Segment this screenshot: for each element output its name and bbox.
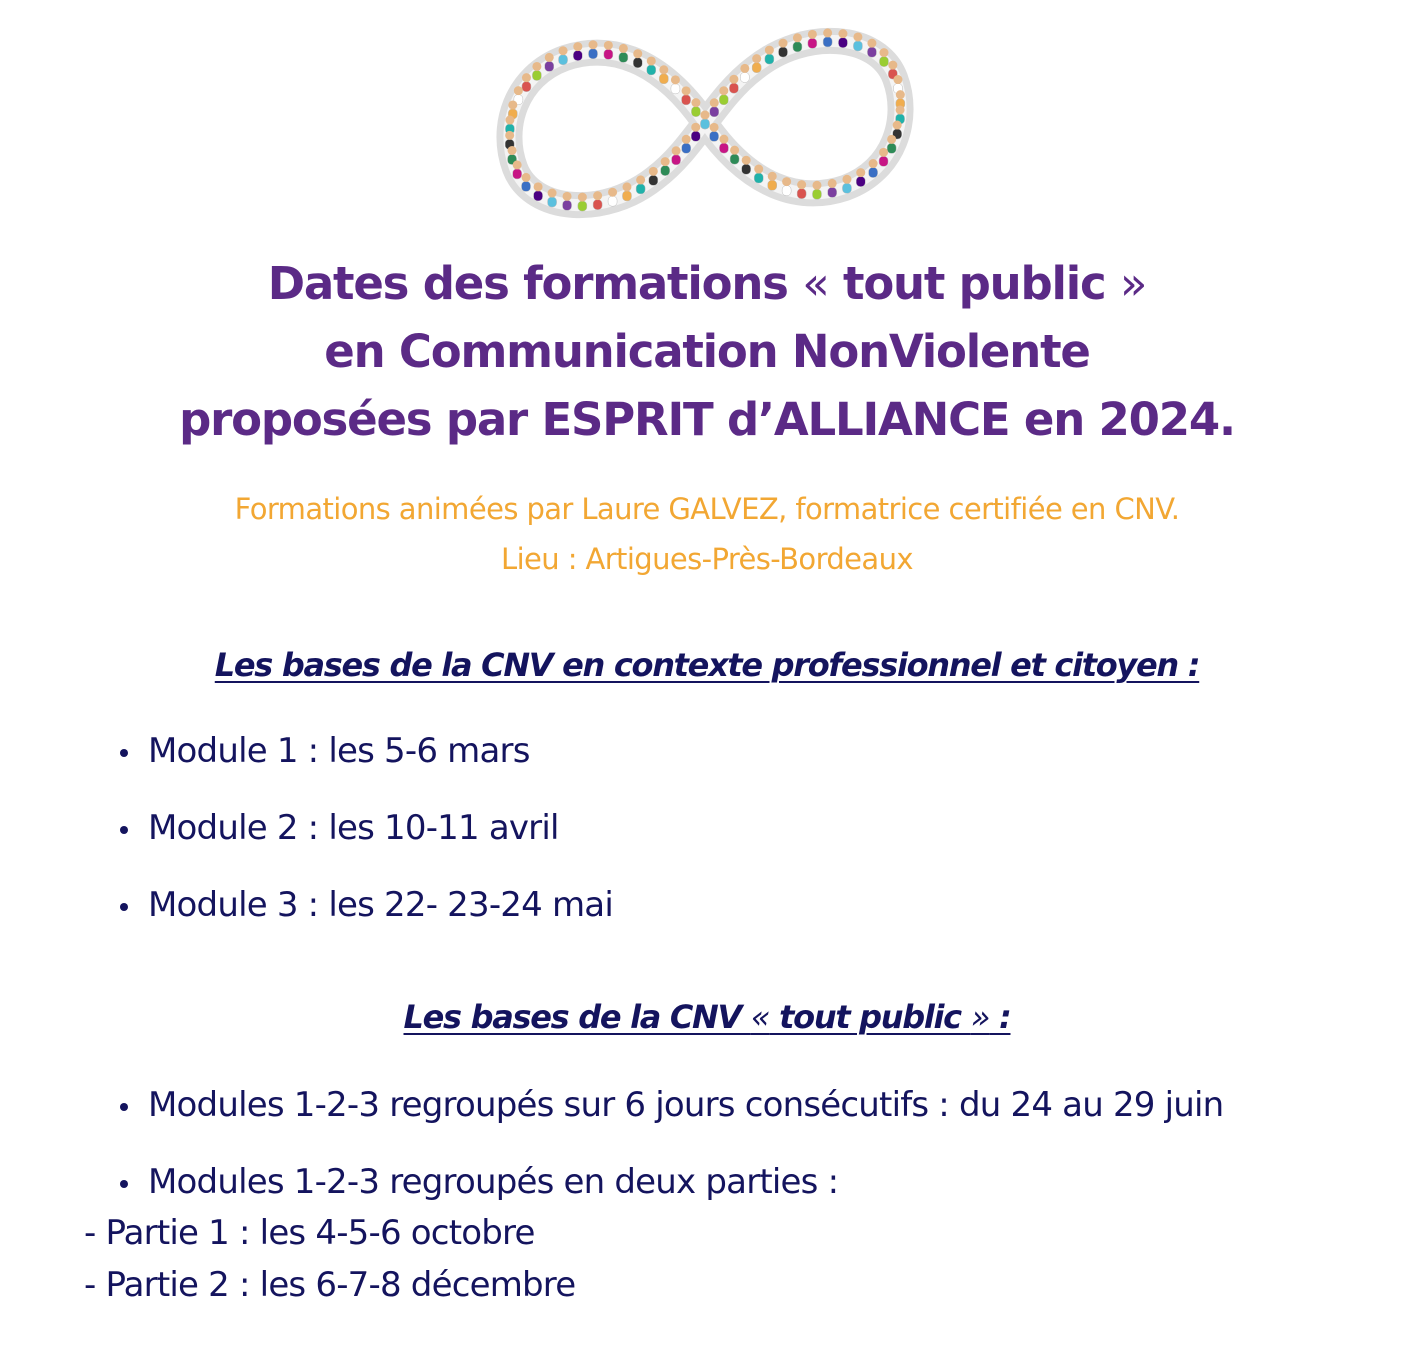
list-item: Module 2 : les 10-11 avril	[148, 808, 613, 885]
person-figure	[619, 44, 628, 63]
list-item: Modules 1-2-3 regroupés sur 6 jours consécutifs : du 24 au 29 juin	[148, 1085, 1223, 1162]
person-figure	[548, 189, 557, 208]
title-line-3: proposées par ESPRIT d’ALLIANCE en 2024.	[179, 393, 1235, 446]
infinity-people-icon	[470, 18, 940, 228]
person-figure	[740, 64, 749, 82]
title-line-1: Dates des formations « tout public »	[267, 257, 1147, 310]
person-figure	[691, 123, 700, 142]
person-figure	[522, 173, 531, 192]
person-figure	[752, 54, 761, 73]
person-figure	[545, 53, 554, 72]
list-item: Module 1 : les 5-6 mars	[148, 731, 613, 808]
person-figure	[856, 168, 865, 187]
person-figure	[659, 65, 668, 84]
person-figure	[534, 182, 543, 201]
person-figure	[671, 75, 680, 94]
person-figure	[636, 175, 645, 194]
person-figure	[604, 41, 613, 60]
section-heading-public: Les bases de la CNV « tout public » :	[403, 998, 1011, 1036]
trainer-info	[0, 484, 1414, 584]
part-1-line: - Partie 1 : les 4-5-6 octobre	[84, 1213, 535, 1253]
person-figure	[782, 177, 791, 196]
person-figure	[779, 39, 788, 58]
location-line: Lieu : Artigues-Près-Bordeaux	[501, 542, 913, 576]
person-figure	[823, 28, 832, 47]
person-figure	[869, 159, 878, 178]
person-figure	[589, 40, 598, 59]
trainer-line: Formations animées par Laure GALVEZ, formatrice certifiée en CNV.	[234, 492, 1180, 526]
person-figure	[887, 135, 896, 154]
person-figure	[828, 179, 837, 198]
person-figure	[691, 98, 700, 117]
person-figure	[719, 135, 728, 154]
person-figure	[838, 29, 847, 48]
person-figure	[879, 48, 888, 66]
person-figure	[729, 75, 738, 94]
person-figure	[682, 86, 691, 105]
person-figure	[808, 30, 817, 48]
person-figure	[559, 46, 568, 65]
person-figure	[879, 148, 888, 167]
person-figure	[608, 188, 617, 207]
person-figure	[513, 160, 522, 179]
person-figure	[701, 110, 710, 129]
page-title	[0, 250, 1414, 454]
person-figure	[730, 146, 739, 165]
person-figure	[768, 172, 777, 191]
person-figure	[710, 123, 719, 142]
person-figure	[742, 156, 751, 175]
person-figure	[593, 191, 602, 210]
section-heading-professional: Les bases de la CNV en contexte professionnel et citoyen :	[214, 646, 1200, 684]
person-figure	[682, 135, 691, 154]
part-2-line: - Partie 2 : les 6-7-8 décembre	[84, 1265, 576, 1305]
person-figure	[622, 182, 631, 201]
person-figure	[765, 46, 774, 64]
people-figures	[505, 28, 905, 211]
person-figure	[842, 175, 851, 194]
person-figure	[719, 86, 728, 105]
person-figure	[812, 181, 821, 200]
list-item: Module 3 : les 22- 23-24 mai	[148, 885, 613, 962]
person-figure	[754, 165, 763, 184]
person-figure	[793, 33, 802, 52]
person-figure	[647, 56, 656, 75]
person-figure	[563, 192, 572, 211]
title-line-2: en Communication NonViolente	[324, 325, 1090, 378]
list-item: Modules 1-2-3 regroupés en deux parties :	[148, 1162, 1223, 1239]
person-figure	[532, 62, 541, 81]
person-figure	[661, 157, 670, 176]
person-figure	[633, 49, 642, 68]
person-figure	[649, 167, 658, 186]
professional-modules-list	[148, 731, 613, 962]
person-figure	[867, 39, 876, 58]
person-figure	[853, 32, 862, 51]
person-figure	[522, 73, 531, 92]
person-figure	[797, 180, 806, 199]
person-figure	[573, 42, 582, 61]
person-figure	[710, 98, 719, 117]
person-figure	[672, 146, 681, 165]
person-figure	[578, 193, 587, 212]
